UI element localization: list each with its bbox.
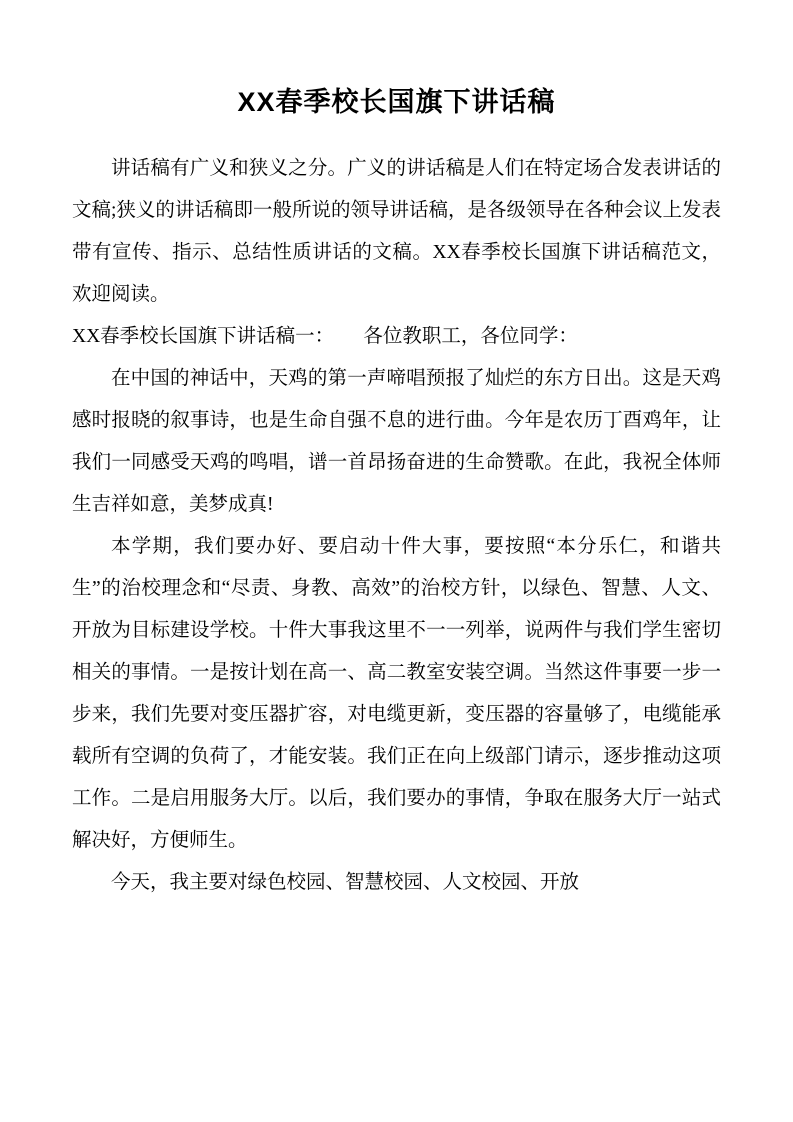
page-title: XX春季校长国旗下讲话稿 (237, 87, 556, 117)
paragraph-2: XX春季校长国旗下讲话稿一： 各位教职工，各位同学： (72, 325, 578, 347)
paragraph-1: 讲话稿有广义和狭义之分。广义的讲话稿是人们在特定场合发表讲话的文稿;狭义的讲话稿即一般所说的领导讲话稿，是各级领导在各种会议上发表带有宣传、指示、总结性质讲话的文稿。XX春季校长国旗下讲话稿范文，欢迎阅读。 (72, 157, 721, 305)
paragraph-5: 今天，我主要对绿色校园、智慧校园、人文校园、开放 (111, 871, 580, 893)
paragraph-4: 本学期，我们要办好、要启动十件大事，要按照“本分乐仁，和谐共生”的治校理念和“尽责、身教、高效”的治校方针，以绿色、智慧、人文、开放为目标建设学校。十件大事我这里不一一列举，说两件与我们学生密切相关的事情。一是按计划在高一、高二教室安装空调。当然这件事要一步一步来，我们先要对变压器扩容，对电缆更新，变压器的容量够了，电缆能承载所有空调的负荷了，才能安装。我们正在向上级部门请示，逐步推动这项工作。二是启用服务大厅。以后，我们要办的事情，争取在服务大厅一站式解决好，方便师生。 (72, 535, 721, 851)
paragraph-3: 在中国的神话中，天鸡的第一声啼唱预报了灿烂的东方日出。这是天鸡感时报晓的叙事诗，也是生命自强不息的进行曲。今年是农历丁酉鸡年，让我们一同感受天鸡的鸣唱，谱一首昂扬奋进的生命赞歌。在此，我祝全体师生吉祥如意，美梦成真! (72, 367, 721, 515)
document-body (72, 84, 721, 904)
